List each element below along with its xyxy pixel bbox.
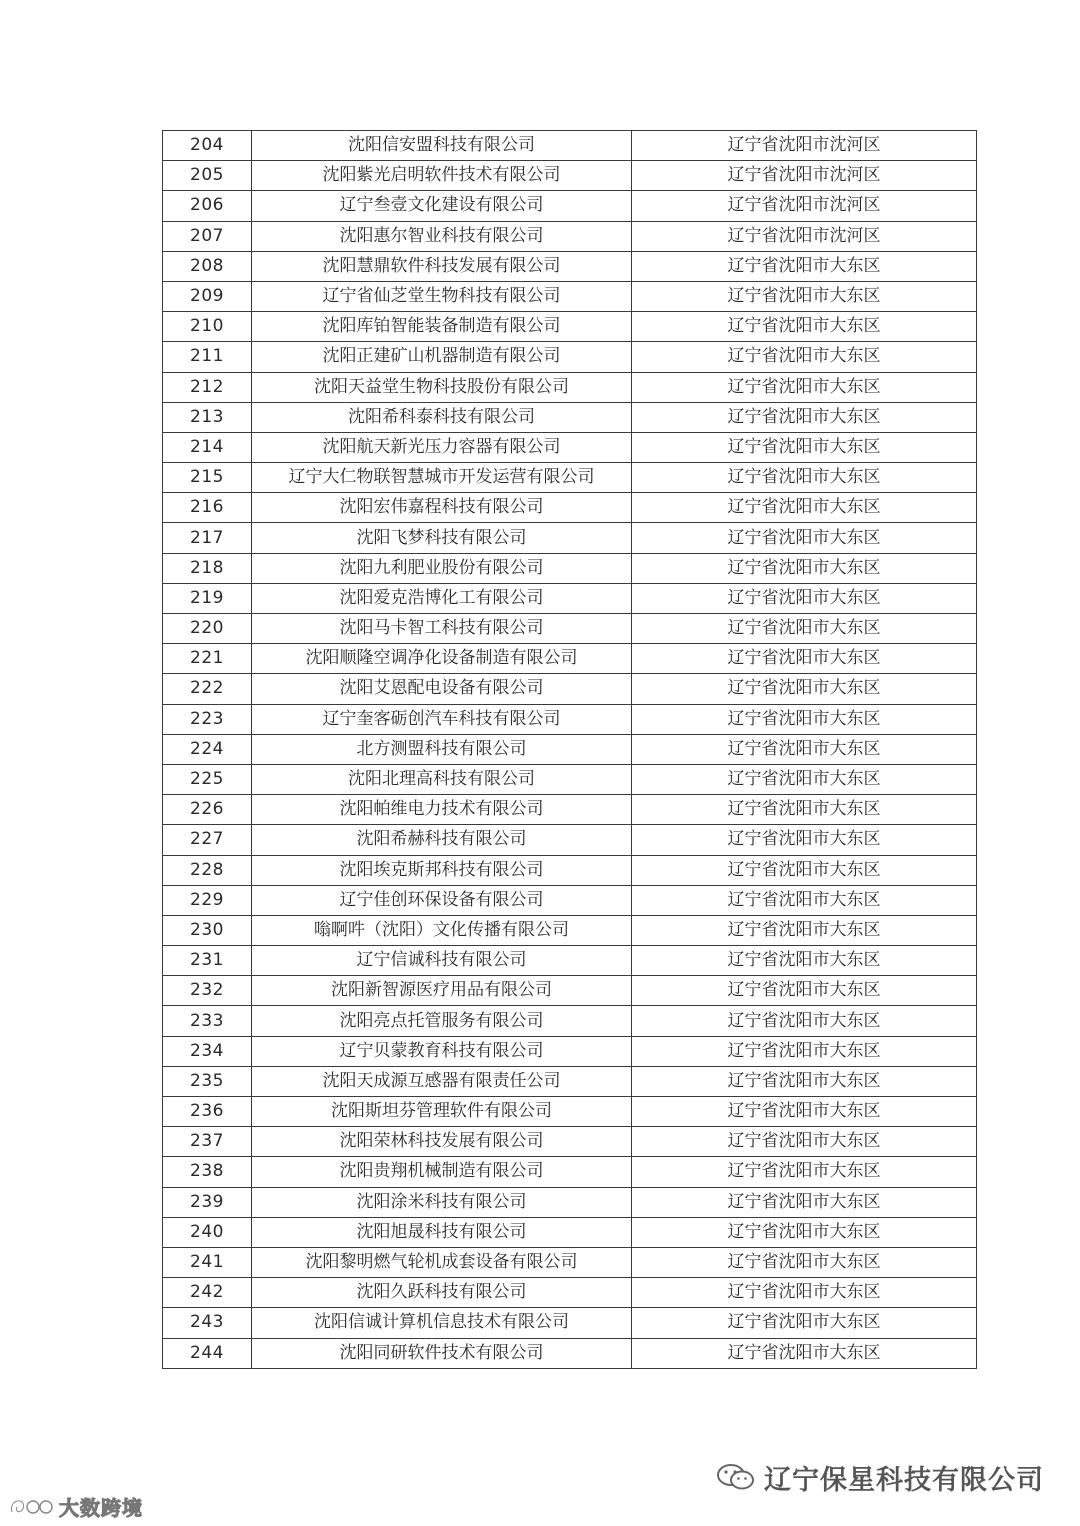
region-cell: 辽宁省沈阳市大东区 <box>632 402 977 432</box>
row-number-cell: 230 <box>163 915 252 945</box>
company-name-cell: 沈阳埃克斯邦科技有限公司 <box>252 855 632 885</box>
row-number-cell: 222 <box>163 674 252 704</box>
table-row <box>163 1066 977 1096</box>
company-name-cell: 辽宁信诚科技有限公司 <box>252 946 632 976</box>
region-cell: 辽宁省沈阳市大东区 <box>632 493 977 523</box>
company-name-cell: 沈阳信安盟科技有限公司 <box>252 131 632 161</box>
table-row <box>163 191 977 221</box>
region-cell: 辽宁省沈阳市沈河区 <box>632 161 977 191</box>
region-cell: 辽宁省沈阳市大东区 <box>632 1278 977 1308</box>
row-number-cell: 236 <box>163 1097 252 1127</box>
table-row <box>163 946 977 976</box>
source-watermark-text: 大数跨境 <box>59 1496 143 1520</box>
table-row <box>163 523 977 553</box>
row-number-cell: 226 <box>163 795 252 825</box>
region-cell: 辽宁省沈阳市大东区 <box>632 1006 977 1036</box>
row-number-cell: 232 <box>163 976 252 1006</box>
region-cell: 辽宁省沈阳市大东区 <box>632 1247 977 1277</box>
table-row <box>163 1097 977 1127</box>
table-row <box>163 976 977 1006</box>
region-cell: 辽宁省沈阳市大东区 <box>632 946 977 976</box>
table-row <box>163 1006 977 1036</box>
company-name-cell: 沈阳惠尔智业科技有限公司 <box>252 221 632 251</box>
region-cell: 辽宁省沈阳市大东区 <box>632 251 977 281</box>
table-row <box>163 281 977 311</box>
company-name-cell: 辽宁大仁物联智慧城市开发运营有限公司 <box>252 463 632 493</box>
region-cell: 辽宁省沈阳市大东区 <box>632 281 977 311</box>
row-number-cell: 238 <box>163 1157 252 1187</box>
table-row <box>163 1247 977 1277</box>
row-number-cell: 241 <box>163 1247 252 1277</box>
company-table-body <box>163 131 977 1369</box>
region-cell: 辽宁省沈阳市大东区 <box>632 976 977 1006</box>
table-row <box>163 1187 977 1217</box>
table-row <box>163 1278 977 1308</box>
company-name-cell: 沈阳希赫科技有限公司 <box>252 825 632 855</box>
company-name-cell: 沈阳宏伟嘉程科技有限公司 <box>252 493 632 523</box>
region-cell: 辽宁省沈阳市大东区 <box>632 432 977 462</box>
table-row <box>163 704 977 734</box>
row-number-cell: 204 <box>163 131 252 161</box>
table-row <box>163 1338 977 1368</box>
region-cell: 辽宁省沈阳市大东区 <box>632 372 977 402</box>
table-row <box>163 251 977 281</box>
table-row <box>163 402 977 432</box>
row-number-cell: 224 <box>163 734 252 764</box>
row-number-cell: 231 <box>163 946 252 976</box>
table-row <box>163 885 977 915</box>
company-name-cell: 沈阳帕维电力技术有限公司 <box>252 795 632 825</box>
company-name-cell: 沈阳紫光启明软件技术有限公司 <box>252 161 632 191</box>
row-number-cell: 209 <box>163 281 252 311</box>
row-number-cell: 234 <box>163 1036 252 1066</box>
row-number-cell: 237 <box>163 1127 252 1157</box>
row-number-cell: 223 <box>163 704 252 734</box>
region-cell: 辽宁省沈阳市大东区 <box>632 674 977 704</box>
region-cell: 辽宁省沈阳市大东区 <box>632 583 977 613</box>
company-name-cell: 沈阳久跃科技有限公司 <box>252 1278 632 1308</box>
table-row <box>163 764 977 794</box>
table-row <box>163 915 977 945</box>
company-name-cell: 沈阳信诚计算机信息技术有限公司 <box>252 1308 632 1338</box>
region-cell: 辽宁省沈阳市沈河区 <box>632 221 977 251</box>
row-number-cell: 211 <box>163 342 252 372</box>
company-name-cell: 沈阳新智源医疗用品有限公司 <box>252 976 632 1006</box>
row-number-cell: 206 <box>163 191 252 221</box>
brand-logo-icon <box>8 1496 54 1518</box>
table-row <box>163 312 977 342</box>
region-cell: 辽宁省沈阳市沈河区 <box>632 191 977 221</box>
company-name-cell: 沈阳九利肥业股份有限公司 <box>252 553 632 583</box>
row-number-cell: 213 <box>163 402 252 432</box>
table-row <box>163 825 977 855</box>
table-row <box>163 734 977 764</box>
row-number-cell: 228 <box>163 855 252 885</box>
region-cell: 辽宁省沈阳市大东区 <box>632 795 977 825</box>
wechat-account-name: 辽宁保星科技有限公司 <box>764 1464 1044 1496</box>
region-cell: 辽宁省沈阳市大东区 <box>632 885 977 915</box>
company-name-cell: 沈阳航天新光压力容器有限公司 <box>252 432 632 462</box>
company-table <box>162 130 977 1369</box>
table-row <box>163 221 977 251</box>
table-row <box>163 795 977 825</box>
row-number-cell: 219 <box>163 583 252 613</box>
region-cell: 辽宁省沈阳市大东区 <box>632 915 977 945</box>
table-row <box>163 1217 977 1247</box>
company-name-cell: 沈阳北理高科技有限公司 <box>252 764 632 794</box>
row-number-cell: 243 <box>163 1308 252 1338</box>
company-name-cell: 沈阳同研软件技术有限公司 <box>252 1338 632 1368</box>
region-cell: 辽宁省沈阳市大东区 <box>632 523 977 553</box>
company-name-cell: 沈阳涂米科技有限公司 <box>252 1187 632 1217</box>
company-name-cell: 沈阳天成源互感器有限责任公司 <box>252 1066 632 1096</box>
row-number-cell: 215 <box>163 463 252 493</box>
company-name-cell: 沈阳马卡智工科技有限公司 <box>252 614 632 644</box>
table-row <box>163 553 977 583</box>
region-cell: 辽宁省沈阳市大东区 <box>632 644 977 674</box>
company-name-cell: 沈阳天益堂生物科技股份有限公司 <box>252 372 632 402</box>
company-name-cell: 沈阳飞梦科技有限公司 <box>252 523 632 553</box>
region-cell: 辽宁省沈阳市大东区 <box>632 1308 977 1338</box>
row-number-cell: 244 <box>163 1338 252 1368</box>
company-name-cell: 辽宁奎客砺创汽车科技有限公司 <box>252 704 632 734</box>
region-cell: 辽宁省沈阳市大东区 <box>632 1127 977 1157</box>
row-number-cell: 210 <box>163 312 252 342</box>
company-name-cell: 沈阳亮点托管服务有限公司 <box>252 1006 632 1036</box>
region-cell: 辽宁省沈阳市大东区 <box>632 614 977 644</box>
row-number-cell: 225 <box>163 764 252 794</box>
row-number-cell: 214 <box>163 432 252 462</box>
company-name-cell: 沈阳斯坦芬管理软件有限公司 <box>252 1097 632 1127</box>
company-name-cell: 沈阳希科泰科技有限公司 <box>252 402 632 432</box>
table-row <box>163 372 977 402</box>
table-row <box>163 583 977 613</box>
table-row <box>163 493 977 523</box>
region-cell: 辽宁省沈阳市沈河区 <box>632 131 977 161</box>
table-row <box>163 855 977 885</box>
table-row <box>163 161 977 191</box>
table-row <box>163 1036 977 1066</box>
region-cell: 辽宁省沈阳市大东区 <box>632 1217 977 1247</box>
row-number-cell: 208 <box>163 251 252 281</box>
company-name-cell: 辽宁省仙芝堂生物科技有限公司 <box>252 281 632 311</box>
table-row <box>163 1308 977 1338</box>
region-cell: 辽宁省沈阳市大东区 <box>632 463 977 493</box>
region-cell: 辽宁省沈阳市大东区 <box>632 855 977 885</box>
region-cell: 辽宁省沈阳市大东区 <box>632 1187 977 1217</box>
table-row <box>163 614 977 644</box>
table-row <box>163 1157 977 1187</box>
row-number-cell: 221 <box>163 644 252 674</box>
row-number-cell: 242 <box>163 1278 252 1308</box>
row-number-cell: 212 <box>163 372 252 402</box>
wechat-icon <box>716 1463 756 1491</box>
row-number-cell: 220 <box>163 614 252 644</box>
region-cell: 辽宁省沈阳市大东区 <box>632 553 977 583</box>
table-row <box>163 131 977 161</box>
company-name-cell: 沈阳贵翔机械制造有限公司 <box>252 1157 632 1187</box>
region-cell: 辽宁省沈阳市大东区 <box>632 1338 977 1368</box>
region-cell: 辽宁省沈阳市大东区 <box>632 312 977 342</box>
row-number-cell: 229 <box>163 885 252 915</box>
company-name-cell: 北方测盟科技有限公司 <box>252 734 632 764</box>
table-row <box>163 674 977 704</box>
company-name-cell: 沈阳正建矿山机器制造有限公司 <box>252 342 632 372</box>
region-cell: 辽宁省沈阳市大东区 <box>632 825 977 855</box>
row-number-cell: 217 <box>163 523 252 553</box>
source-watermark <box>8 1492 143 1521</box>
table-row <box>163 644 977 674</box>
company-name-cell: 沈阳慧鼎软件科技发展有限公司 <box>252 251 632 281</box>
company-name-cell: 沈阳艾恩配电设备有限公司 <box>252 674 632 704</box>
row-number-cell: 205 <box>163 161 252 191</box>
company-name-cell: 沈阳库铂智能装备制造有限公司 <box>252 312 632 342</box>
table-row <box>163 342 977 372</box>
row-number-cell: 233 <box>163 1006 252 1036</box>
company-name-cell: 沈阳荣林科技发展有限公司 <box>252 1127 632 1157</box>
row-number-cell: 218 <box>163 553 252 583</box>
row-number-cell: 207 <box>163 221 252 251</box>
company-name-cell: 辽宁贝蒙教育科技有限公司 <box>252 1036 632 1066</box>
row-number-cell: 227 <box>163 825 252 855</box>
company-name-cell: 沈阳顺隆空调净化设备制造有限公司 <box>252 644 632 674</box>
wechat-account-watermark <box>716 1459 1044 1495</box>
company-name-cell: 沈阳黎明燃气轮机成套设备有限公司 <box>252 1247 632 1277</box>
region-cell: 辽宁省沈阳市大东区 <box>632 1157 977 1187</box>
row-number-cell: 239 <box>163 1187 252 1217</box>
company-name-cell: 辽宁叁壹文化建设有限公司 <box>252 191 632 221</box>
region-cell: 辽宁省沈阳市大东区 <box>632 764 977 794</box>
row-number-cell: 235 <box>163 1066 252 1096</box>
region-cell: 辽宁省沈阳市大东区 <box>632 1036 977 1066</box>
row-number-cell: 216 <box>163 493 252 523</box>
region-cell: 辽宁省沈阳市大东区 <box>632 734 977 764</box>
company-name-cell: 沈阳旭晟科技有限公司 <box>252 1217 632 1247</box>
region-cell: 辽宁省沈阳市大东区 <box>632 1066 977 1096</box>
table-row <box>163 432 977 462</box>
row-number-cell: 240 <box>163 1217 252 1247</box>
table-row <box>163 463 977 493</box>
region-cell: 辽宁省沈阳市大东区 <box>632 1097 977 1127</box>
region-cell: 辽宁省沈阳市大东区 <box>632 704 977 734</box>
company-name-cell: 沈阳爱克浩博化工有限公司 <box>252 583 632 613</box>
table-row <box>163 1127 977 1157</box>
region-cell: 辽宁省沈阳市大东区 <box>632 342 977 372</box>
company-name-cell: 辽宁佳创环保设备有限公司 <box>252 885 632 915</box>
company-name-cell: 嗡啊吽（沈阳）文化传播有限公司 <box>252 915 632 945</box>
